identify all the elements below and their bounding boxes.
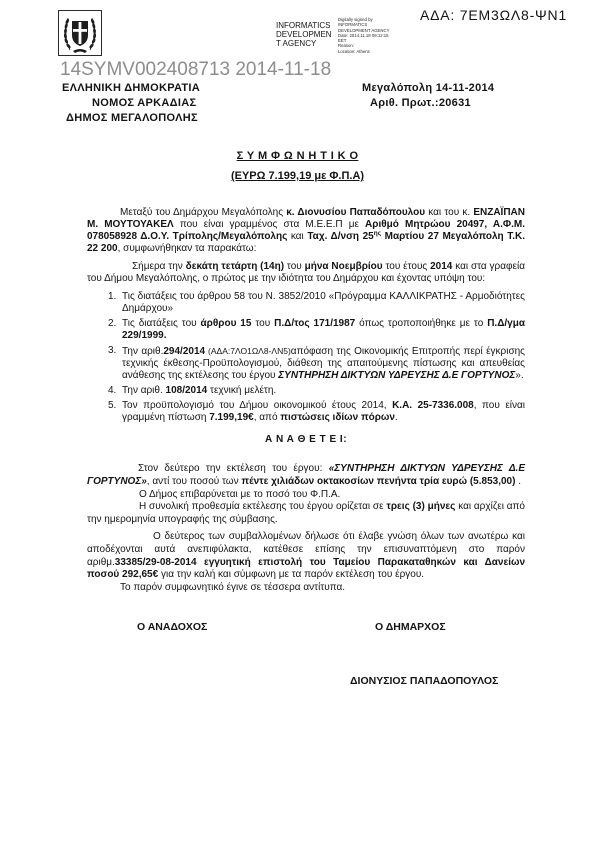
deadline-closing-text: και αρχίζει από την ημερομηνία υπογραφής της σύμβασης. [87, 501, 525, 526]
award-amount: πέντε χιλιάδων οκτακοσίων πενήντα τρία ευρώ (5.853,00) [241, 475, 516, 487]
connector-text: και του κ. [425, 207, 474, 218]
consideration-text: ». [515, 370, 524, 381]
award-paragraph [87, 463, 525, 489]
funding-source: πιστώσεις ιδίων πόρων [280, 412, 395, 423]
contractor-address-rest: Μαρτίου 27 Μεγαλόπολη Τ.Κ. 22 200 [87, 231, 526, 254]
consideration-item [87, 291, 525, 315]
coat-of-arms-icon [58, 10, 102, 56]
agency-line: DEVELOPMEN [276, 30, 332, 39]
project-title: «ΣΥΝΤΗΡΗΣΗ ΔΙΚΤΥΩΝ ΥΔΡΕΥΣΗΣ Δ.Ε ΓΟΡΤΥΝΟΣ» [87, 463, 526, 487]
mayor-name: κ. Διονυσίου Παπαδόπουλου [286, 207, 426, 218]
signing-agency-stamp [276, 21, 332, 48]
signature-detail-line: Digitally signed by [338, 17, 373, 22]
connector-text: , αντί του ποσού των [146, 475, 242, 487]
issuer-country: ΕΛΛΗΝΙΚΗ ΔΗΜΟΚΡΑΤΙΑ [62, 82, 200, 94]
contractor-address: Ταχ. Δ/νση 25 [307, 231, 374, 242]
consideration-text: όπως τροποποιήθηκε με το [355, 318, 488, 329]
signature-labels [87, 621, 525, 634]
consideration-item [87, 318, 525, 342]
consideration-text: Τις διατάξεις του άρθρου 58 του Ν. 3852/2010 «Πρόγραμμα ΚΑΛΛΙΚΡΑΤΗΣ - Αρμοδιότητες Δημάρχου» [122, 291, 525, 314]
decision-number: 294/2014 [163, 346, 206, 357]
deadline-lead-text: Η συνολική προθεσμία εκτέλεσης του έργου ορίζεται σε [139, 501, 387, 513]
consideration-number: 1. [108, 291, 117, 302]
guarantee-lead-text: Ο δεύτερος των συμβαλλομένων δήλωσε ότι έλαβε γνώση όλων των ανωτέρω και αποδέχονται αυτά ανεπιφύλακτα, κατέθεσε επίσης την επισυναπτόμενη στο παρόν αριθμ. [87, 530, 525, 568]
connector-text: του [284, 261, 305, 272]
decree-reference: Π.Δ/τος 171/1987 [274, 318, 356, 329]
decision-ada: (ΑΔΑ:7ΛΟ1ΩΛ8-ΛΝ5) [205, 346, 291, 356]
connector-text: και [287, 231, 308, 242]
consideration-number: 2. [108, 318, 117, 329]
deadline-duration: τρεις (3) μήνες [386, 501, 456, 513]
digital-signature-details [338, 17, 390, 54]
meeting-year: 2014 [430, 261, 453, 272]
signature-detail-line: DEVELOPMENT AGENCY [338, 27, 390, 33]
guarantee-paragraph [87, 531, 525, 582]
credit-amount: 7.199,19€ [209, 412, 254, 423]
contract-body [87, 207, 525, 687]
ada-code: ΑΔΑ: 7ΕΜ3ΩΛ8-ΨΝ1 [420, 7, 568, 23]
registry-text: που είναι γραμμένος στα Μ.Ε.Ε.Π με [173, 219, 366, 230]
budget-code: Κ.Α. 25-7336.008 [392, 400, 474, 411]
consideration-number: 3. [108, 345, 117, 356]
signature-detail-line: Date: 2014.11.18 09:12:15 [338, 32, 389, 38]
considerations-list [87, 291, 525, 424]
meeting-closing-text: και στα γραφεία του Δήμου Μεγαλόπολης, ο πρώτος με την ιδιότητα του Δημάρχου και έχοντας υπόψη του: [87, 261, 525, 284]
consideration-number: 4. [108, 385, 117, 396]
ordinal-suffix: ης [373, 230, 382, 237]
consideration-text: Την αριθ. [122, 385, 166, 396]
vat-note: Ο Δήμος επιβαρύνεται με το ποσό του Φ.Π.Α. [139, 488, 341, 500]
signature-detail-line: EET [338, 38, 347, 44]
signature-detail-line: INFORMATICS [338, 22, 368, 28]
intro-lead-text: Μεταξύ του Δημάρχου Μεγαλόπολης [120, 207, 287, 218]
deadline-paragraph [87, 501, 525, 527]
place-date: Μεγαλόπολη 14-11-2014 [362, 82, 495, 94]
document-code: 14SYMV002408713 2014-11-18 [60, 59, 332, 80]
agency-line: INFORMATICS [276, 21, 331, 30]
document-title: Σ Υ Μ Φ Ω Ν Η Τ Ι Κ Ο [236, 150, 359, 162]
award-lead-text: Στον δεύτερο την εκτέλεση του έργου: [138, 463, 329, 474]
consideration-item [87, 345, 525, 382]
mayor-signature-label: Ο ΔΗΜΑΡΧΟΣ [375, 620, 446, 633]
protocol-number: Αριθ. Πρωτ.:20631 [370, 97, 471, 109]
law-article: άρθρου 15 [200, 318, 252, 329]
contractor-signature-label: Ο ΑΝΑΔΟΧΟΣ [137, 620, 208, 633]
mayor-signature-name: ΔΙΟΝΥΣΙΟΣ ΠΑΠΑΔΟΠΟΥΛΟΣ [350, 674, 499, 687]
meeting-paragraph [87, 261, 525, 285]
study-number: 108/2014 [165, 385, 208, 396]
connector-text: , από [253, 412, 281, 423]
meeting-month: μήνα Νοεμβρίου [304, 261, 383, 272]
award-closing-text: . [515, 475, 521, 487]
consideration-text: . [394, 412, 398, 423]
consideration-number: 5. [108, 400, 117, 411]
consideration-text: απόφαση της Οικονομικής Επιτροπής περί έγκρισης τεχνικής έκθεσης-Προϋπολογισμού, διάθεση της απαιτούμενης πίστωσης και απευθείας ανάθεσης της εκτέλεσης του έργου [122, 346, 525, 381]
signature-detail-line: Reason: [338, 43, 355, 49]
amending-decree-reference: Π.Δ/γμα 229/1999. [122, 318, 525, 341]
guarantee-letter: 33385/29-08-2014 εγγυητική επιστολή του Ταμείου Παρακαταθηκών και Δανείων ποσού 292,65€ [87, 556, 525, 581]
consideration-item [87, 385, 525, 397]
meeting-day: δεκάτη τετάρτη (14η) [185, 261, 285, 272]
contractor-registration: Αριθμό Μητρώου 20497, Α.Φ.Μ. 078058928 Δ.Ο.Υ. Τρίπολης/Μεγαλόπολης [87, 219, 525, 242]
issuer-municipality: ΔΗΜΟΣ ΜΕΓΑΛΟΠΟΛΗΣ [66, 112, 198, 124]
connector-text: του [251, 318, 275, 329]
guarantee-closing-text: για την καλή και σύμφωνη με τα παρόν εκτέλεση του έργου. [158, 569, 425, 581]
meeting-lead-text: Σήμερα την [132, 261, 186, 272]
intro-closing-text: , συμφωνήθηκαν τα παρακάτω: [117, 243, 257, 254]
issuer-prefecture: ΝΟΜΟΣ ΑΡΚΑΔΙΑΣ [92, 97, 197, 109]
consideration-text: , που είναι γραμμένη πίστωση [122, 400, 525, 423]
contract-amount: (ΕΥΡΩ 7.199,19 με Φ.Π.Α) [230, 170, 365, 182]
consideration-text: Τις διατάξεις του [122, 318, 201, 329]
agency-line: T AGENCY [276, 39, 317, 48]
consideration-item [87, 400, 525, 424]
assigns-heading: Α Ν Α Θ Ε Τ Ε Ι: [264, 434, 348, 445]
consideration-text: Την αριθ. [122, 346, 164, 357]
project-title: ΣΥΝΤΗΡΗΣΗ ΔΙΚΤΥΩΝ ΥΔΡΕΥΣΗΣ Δ.Ε ΓΟΡΤΥΝΟΣ [278, 370, 516, 381]
connector-text: του έτους [382, 261, 431, 272]
intro-paragraph [87, 207, 525, 255]
consideration-text: Τον προϋπολογισμό του Δήμου οικονομικού έτους 2014, [122, 400, 393, 411]
consideration-text: τεχνική μελέτη. [207, 385, 277, 396]
copies-note: Το παρόν συμφωνητικό έγινε σε τέσσερα αντίτυπα. [120, 582, 346, 594]
signature-detail-line: Location: Athens [338, 48, 370, 54]
contractor-name: ΕΝΖΑΪΠΑΝ Μ. ΜΟΥΤΟΥΑΚΕΛ [87, 207, 525, 230]
